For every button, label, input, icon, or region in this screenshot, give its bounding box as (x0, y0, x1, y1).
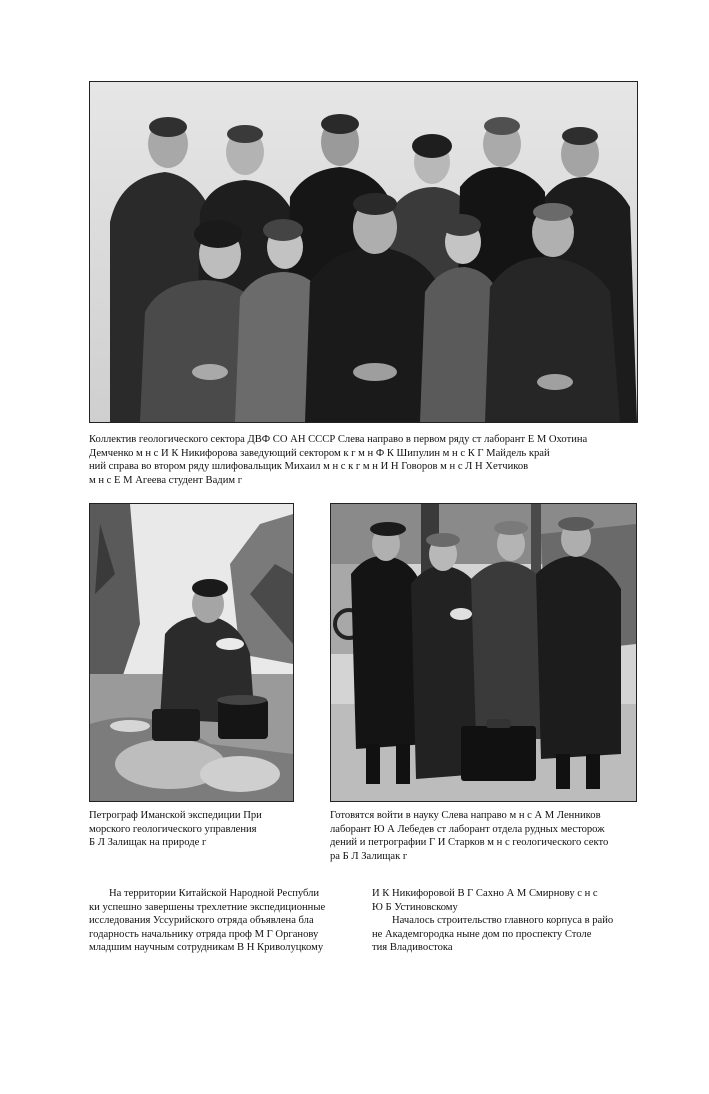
body-line: И К Никифоровой В Г Сахно А М Смирнову с н с (372, 888, 598, 899)
caption-line: морского геологического управления (89, 823, 257, 835)
body-line: На территории Китайской Народной Республи (109, 888, 320, 899)
body-text-right (372, 887, 635, 955)
body-line: младшим научным сотрудникам В Н Криволуцкому (89, 942, 324, 954)
body-text-left (89, 887, 354, 955)
four-men-photo (330, 503, 637, 802)
caption-line: Демченко м н с И К Никифорова заведующий сектором к г м н Ф К Шипулин м н с К Г Майдель край (89, 447, 550, 459)
petrographer-photo-caption (89, 809, 292, 850)
body-line: исследования Уссурийского отряда объявлена бла (89, 915, 314, 927)
body-line: ки успешно завершены трехлетние экспедиционные (89, 901, 326, 913)
body-line: не Академгородка ныне дом по проспекту Столе (372, 928, 592, 940)
caption-line: Б Л Залищак на природе г (89, 837, 207, 849)
four-men-photo-caption (330, 809, 635, 863)
caption-line: ра Б Л Залищак г (330, 850, 408, 862)
body-line: Ю Б Устиновскому (372, 901, 458, 913)
caption-line: лаборант Ю А Лебедев ст лаборант отдела рудных месторож (330, 823, 605, 835)
caption-line: дений и петрографии Г И Старков м н с геологического секто (330, 837, 609, 849)
caption-line: Коллектив геологического сектора ДВФ СО АН СССР Слева направо в первом ряду ст лаборант Е М Охотина (89, 434, 588, 445)
caption-line: ний справа во втором ряду шлифовальщик Михаил м н с к г м н И Н Говоров м н с Л Н Хетчиков (89, 461, 529, 473)
petrographer-photo (89, 503, 294, 802)
caption-line: Петрограф Иманской экспедиции При (89, 810, 262, 821)
body-line: тия Владивостока (372, 942, 453, 954)
caption-line: Готовятся войти в науку Слева направо м н с А М Ленников (330, 810, 601, 821)
group-photo-caption (89, 433, 636, 487)
body-line: годарность начальнику отряда проф М Г Органову (89, 928, 319, 940)
body-line: Началось строительство главного корпуса в райо (392, 915, 614, 927)
caption-line: м н с Е М Агеева студент Вадим г (89, 474, 243, 486)
group-photo (89, 81, 638, 423)
